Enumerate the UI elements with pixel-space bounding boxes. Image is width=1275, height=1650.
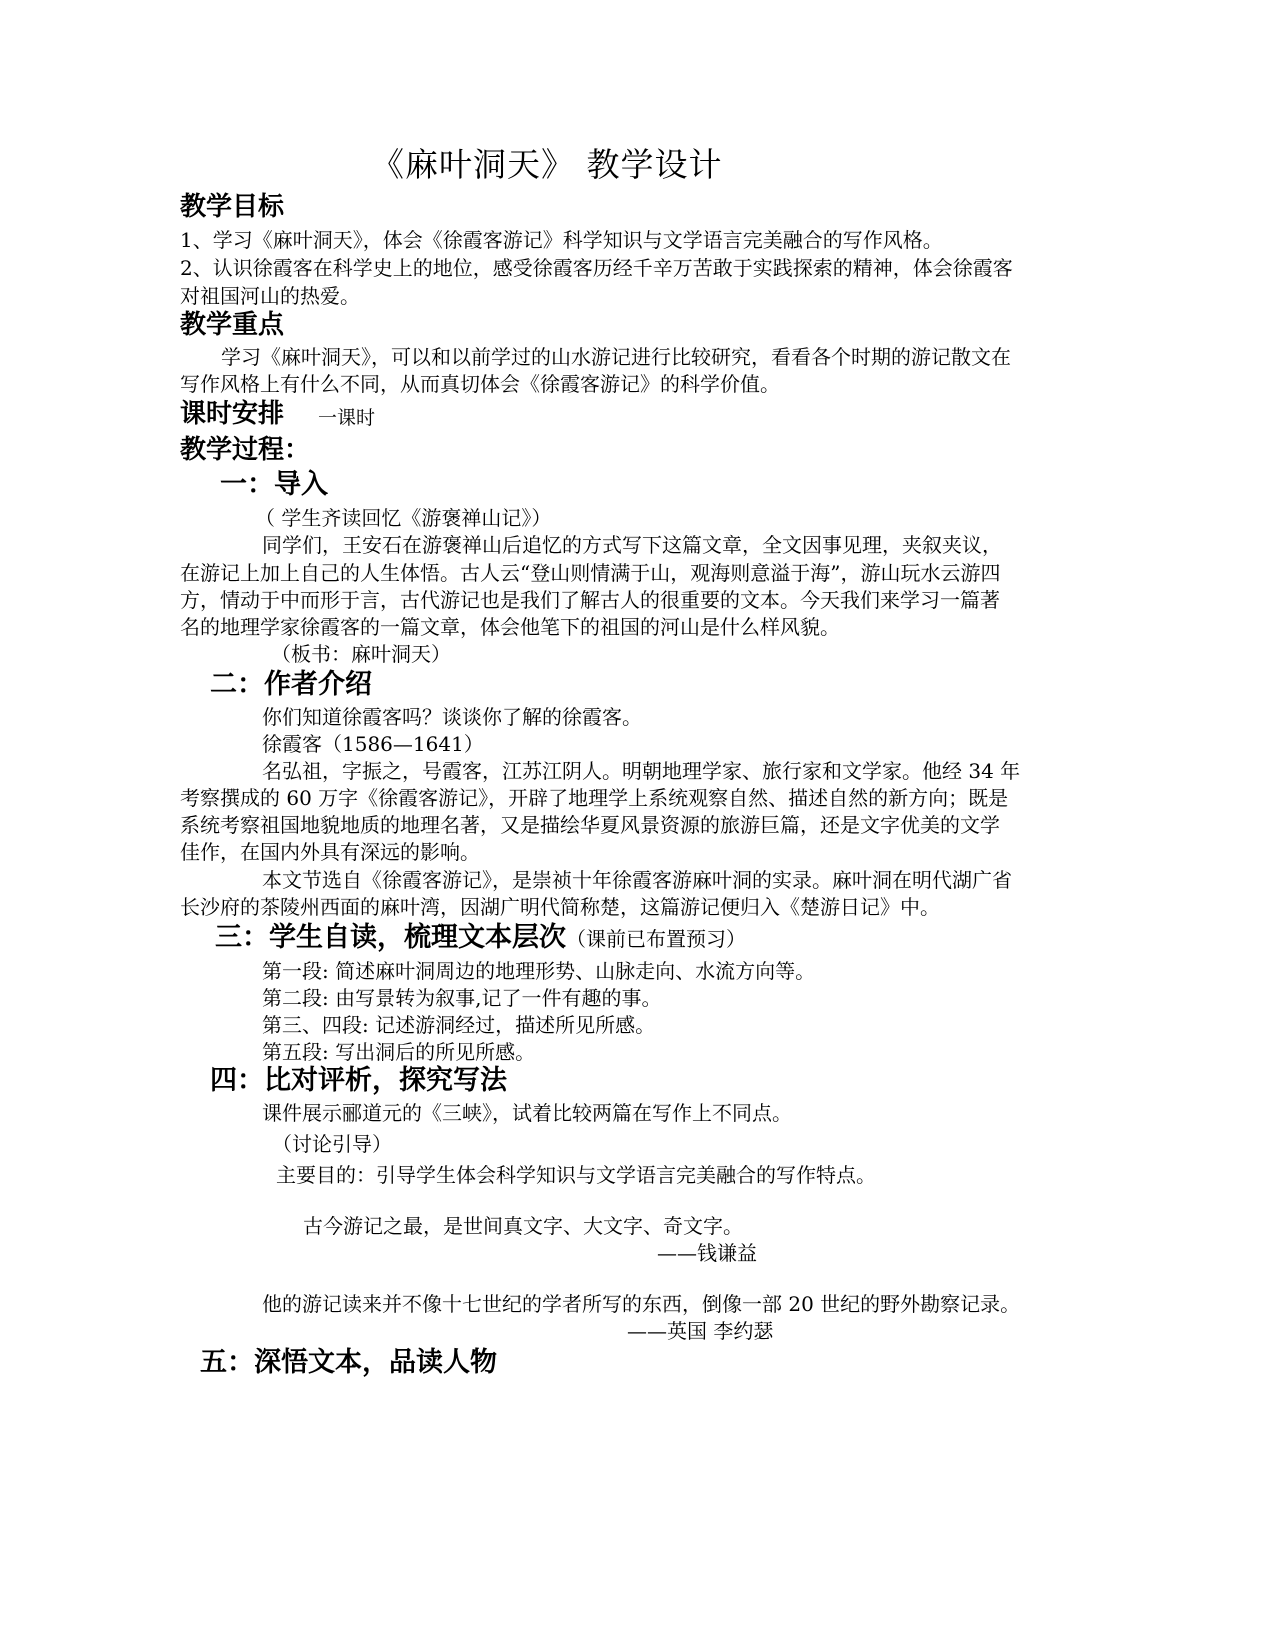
- focus-line-2: 写作风格上有什么不同，从而真切体会《徐霞客游记》的科学价值。: [180, 372, 780, 396]
- paragraph-outline-3: 第三、四段: 记述游洞经过，描述所见所感。: [262, 1013, 656, 1037]
- schedule-heading: 课时安排: [180, 399, 285, 429]
- author-bio-line-1: 名弘祖，字振之，号霞客，江苏江阴人。明朝地理学家、旅行家和文学家。他经 34 年: [262, 759, 1021, 783]
- section-4-line-1: 课件展示郦道元的《三峡》，试着比较两篇在写作上不同点。: [262, 1101, 792, 1125]
- document-title: 《麻叶洞天》 教学设计: [371, 145, 723, 184]
- section-1-paragraph-line-3: 方，情动于中而形于言，古代游记也是我们了解古人的很重要的文本。今天我们来学习一篇著: [180, 588, 1000, 612]
- section-3-title: 三：学生自读，梳理文本层次: [215, 922, 566, 953]
- section-2-question: 你们知道徐霞客吗？谈谈你了解的徐霞客。: [262, 705, 642, 729]
- author-bio-line-3: 系统考察祖国地貌地质的地理名著，又是描绘华夏风景资源的旅游巨篇，还是文字优美的文学: [180, 813, 1000, 837]
- section-2-heading: 二：作者介绍: [210, 669, 372, 700]
- objectives-heading: 教学目标: [180, 192, 285, 222]
- section-4-heading: 四：比对评析，探究写法: [210, 1065, 507, 1096]
- quote-2: 他的游记读来并不像十七世纪的学者所写的东西，倒像一部 20 世纪的野外勘察记录。: [262, 1292, 1021, 1316]
- quote-1: 古今游记之最，是世间真文字、大文字、奇文字。: [303, 1214, 743, 1238]
- paragraph-outline-2: 第二段: 由写景转为叙事,记了一件有趣的事。: [262, 986, 662, 1010]
- section-1-board-note: （板书：麻叶洞天）: [271, 642, 451, 666]
- focus-line-1: 学习《麻叶洞天》，可以和以前学过的山水游记进行比较研究，看看各个时期的游记散文在: [221, 345, 1011, 369]
- section-1-paragraph-line-4: 名的地理学家徐霞客的一篇文章，体会他笔下的祖国的河山是什么样风貌。: [180, 615, 840, 639]
- source-note-line-1: 本文节选自《徐霞客游记》，是崇祯十年徐霞客游麻叶洞的实录。麻叶洞在明代湖广省: [262, 868, 1012, 892]
- author-bio-line-2: 考察撰成的 60 万字《徐霞客游记》，开辟了地理学上系统观察自然、描述自然的新方向；既是: [180, 786, 1009, 810]
- source-note-line-2: 长沙府的茶陵州西面的麻叶湾，因湖广明代简称楚，这篇游记便归入《楚游日记》中。: [180, 895, 940, 919]
- objective-2-line-1: 2、认识徐霞客在科学史上的地位，感受徐霞客历经千辛万苦敢于实践探索的精神，体会徐霞客: [180, 256, 1013, 280]
- section-5-heading: 五：深悟文本，品读人物: [200, 1347, 497, 1378]
- main-purpose: 主要目的：引导学生体会科学知识与文学语言完美融合的写作特点。: [276, 1163, 876, 1187]
- quote-2-author: ——英国 李约瑟: [627, 1319, 774, 1343]
- schedule-value: 一课时: [318, 407, 376, 429]
- objective-1: 1、学习《麻叶洞天》，体会《徐霞客游记》科学知识与文学语言完美融合的写作风格。: [180, 228, 943, 252]
- paragraph-outline-1: 第一段: 简述麻叶洞周边的地理形势、山脉走向、水流方向等。: [262, 959, 816, 983]
- author-name: 徐霞客（1586—1641）: [262, 732, 484, 756]
- process-heading: 教学过程：: [180, 435, 311, 465]
- section-3-heading: [215, 921, 746, 956]
- author-bio-line-4: 佳作，在国内外具有深远的影响。: [180, 840, 480, 864]
- focus-heading: 教学重点: [180, 310, 285, 340]
- quote-1-author: ——钱谦益: [657, 1241, 757, 1265]
- paragraph-outline-5: 第五段: 写出洞后的所见所感。: [262, 1040, 536, 1064]
- section-1-paragraph-line-1: 同学们，王安石在游褒禅山后追忆的方式写下这篇文章，全文因事见理，夹叙夹议，: [262, 533, 1002, 557]
- discussion-guide: （讨论引导）: [272, 1132, 392, 1156]
- section-1-paragraph-line-2: 在游记上加上自己的人生体悟。古人云“登山则情满于山，观海则意溢于海”，游山玩水云游四: [180, 561, 1001, 585]
- objective-2-line-2: 对祖国河山的热爱。: [180, 284, 360, 308]
- section-3-note: （课前已布置预习）: [566, 927, 746, 951]
- section-1-heading: 一：导入: [220, 469, 328, 500]
- section-1-note: （ 学生齐读回忆《游褒禅山记》）: [255, 506, 552, 530]
